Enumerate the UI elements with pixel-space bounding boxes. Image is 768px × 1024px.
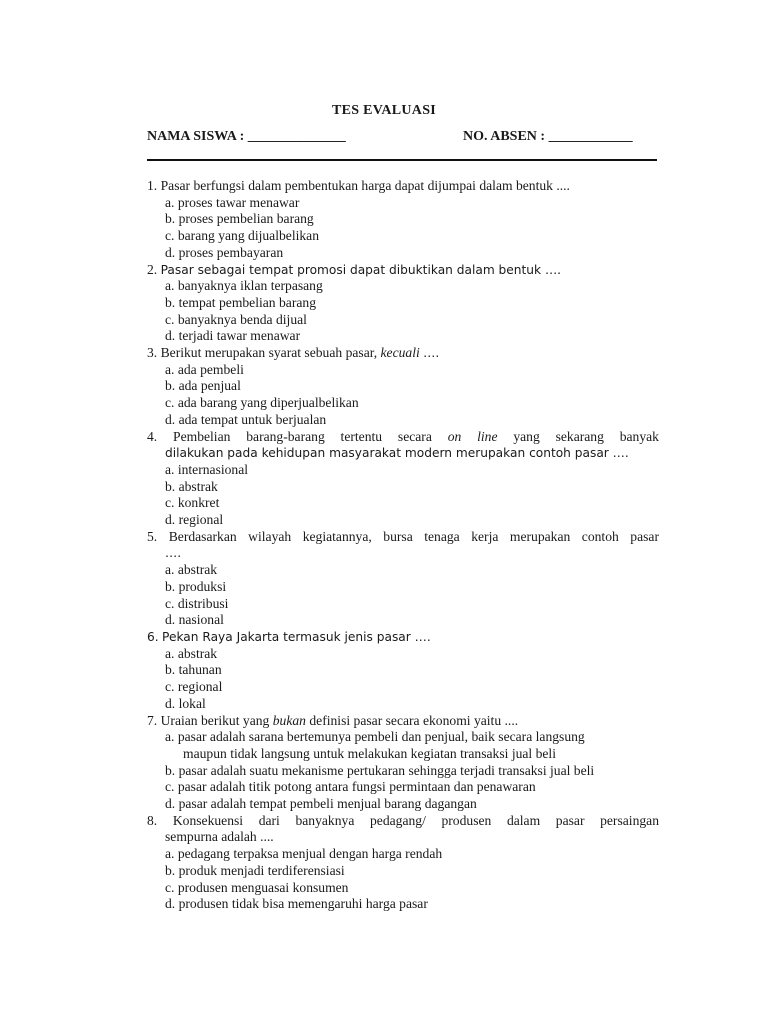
question-7 <box>147 713 659 730</box>
question-8-line-2: sempurna adalah .... <box>165 829 274 845</box>
option-8a: a. pedagang terpaksa menjual dengan harga rendah <box>165 846 443 862</box>
option-6c: c. regional <box>165 679 223 695</box>
option-6d: d. lokal <box>165 695 206 711</box>
option-3c: c. ada barang yang diperjualbelikan <box>165 395 359 411</box>
option-5b: b. produksi <box>165 578 227 594</box>
option-5a: a. abstrak <box>165 562 218 578</box>
option-7d: d. pasar adalah tempat pembeli menjual barang dagangan <box>165 796 477 812</box>
question-text-tail: definisi pasar secara ekonomi yaitu .... <box>309 712 519 728</box>
question-text: Berikut merupakan syarat sebuah pasar, <box>160 345 378 361</box>
question-5 <box>147 529 659 546</box>
option-3b: b. ada penjual <box>165 378 241 394</box>
option-6b: b. tahunan <box>165 662 222 678</box>
option-7c: c. pasar adalah titik potong antara fungsi permintaan dan penawaran <box>165 779 536 795</box>
document-title: TES EVALUASI <box>331 103 437 118</box>
question-text-emphasis: bukan <box>272 712 306 728</box>
question-text: Pasar berfungsi dalam pembentukan harga dapat dijumpai dalam bentuk .... <box>160 178 570 193</box>
question-8 <box>147 813 659 830</box>
question-number: 5. <box>147 528 158 544</box>
option-8d: d. produsen tidak bisa memengaruhi harga pasar <box>165 896 428 912</box>
question-number: 6. <box>147 629 159 644</box>
option-2d: d. terjadi tawar menawar <box>165 328 301 344</box>
question-6 <box>147 629 659 646</box>
option-5d: d. nasional <box>165 612 224 628</box>
question-text-emphasis: kecuali <box>380 345 420 361</box>
question-text: Pasar sebagai tempat promosi dapat dibuktikan dalam bentuk …. <box>160 262 562 277</box>
question-number: 8. <box>147 812 158 828</box>
option-8b: b. produk menjadi terdiferensiasi <box>165 862 345 878</box>
question-text: Uraian berikut yang <box>160 712 270 728</box>
question-text-emphasis: on line <box>447 428 498 444</box>
question-2 <box>147 262 659 279</box>
question-list <box>147 178 659 913</box>
student-name-field: NAMA SISWA : ______________ <box>147 129 346 144</box>
question-text: Berdasarkan wilayah kegiatannya, bursa tenaga kerja merupakan contoh pasar <box>168 528 659 544</box>
option-7a-continued: maupun tidak langsung untuk melakukan kegiatan transaksi jual beli <box>183 745 556 761</box>
option-4c: c. konkret <box>165 495 220 511</box>
option-3a: a. ada pembeli <box>165 361 244 377</box>
question-3 <box>147 345 659 362</box>
option-1b: b. proses pembelian barang <box>165 211 314 227</box>
option-5c: c. distribusi <box>165 595 229 611</box>
header-divider <box>147 159 657 161</box>
option-8c: c. produsen menguasai konsumen <box>165 879 349 895</box>
question-text-ellipsis: …. <box>423 346 440 361</box>
question-4 <box>147 429 659 446</box>
option-4b: b. abstrak <box>165 478 218 494</box>
question-number: 4. <box>147 428 158 444</box>
question-number: 3. <box>147 345 158 361</box>
question-text: Konsekuensi dari banyaknya pedagang/ produsen dalam pasar persaingan <box>172 812 659 828</box>
option-4a: a. internasional <box>165 461 249 477</box>
option-1d: d. proses pembayaran <box>165 244 284 260</box>
option-1a: a. proses tawar menawar <box>165 194 300 210</box>
question-text: Pembelian barang-barang tertentu secara <box>173 428 432 444</box>
question-1 <box>147 178 659 195</box>
question-text: Pekan Raya Jakarta termasuk jenis pasar …. <box>162 629 431 644</box>
option-2c: c. banyaknya benda dijual <box>165 311 307 327</box>
option-7a: a. pasar adalah sarana bertemunya pembeli dan penjual, baik secara langsung <box>165 729 585 745</box>
option-6a: a. abstrak <box>165 645 218 661</box>
question-5-line-2: …. <box>165 546 182 561</box>
option-7b: b. pasar adalah suatu mekanisme pertukaran sehingga terjadi transaksi jual beli <box>165 762 595 778</box>
student-number-field: NO. ABSEN : ____________ <box>463 129 633 144</box>
option-3d: d. ada tempat untuk berjualan <box>165 411 327 427</box>
option-4d: d. regional <box>165 512 224 528</box>
option-2b: b. tempat pembelian barang <box>165 294 316 310</box>
question-number: 1. <box>147 178 158 193</box>
option-1c: c. barang yang dijualbelikan <box>165 228 320 244</box>
question-number: 7. <box>147 712 158 728</box>
question-number: 2. <box>147 261 158 277</box>
question-text-tail: yang sekarang banyak <box>513 428 659 444</box>
option-2a: a. banyaknya iklan terpasang <box>165 278 323 294</box>
question-4-line-2: dilakukan pada kehidupan masyarakat modern merupakan contoh pasar …. <box>165 446 629 461</box>
